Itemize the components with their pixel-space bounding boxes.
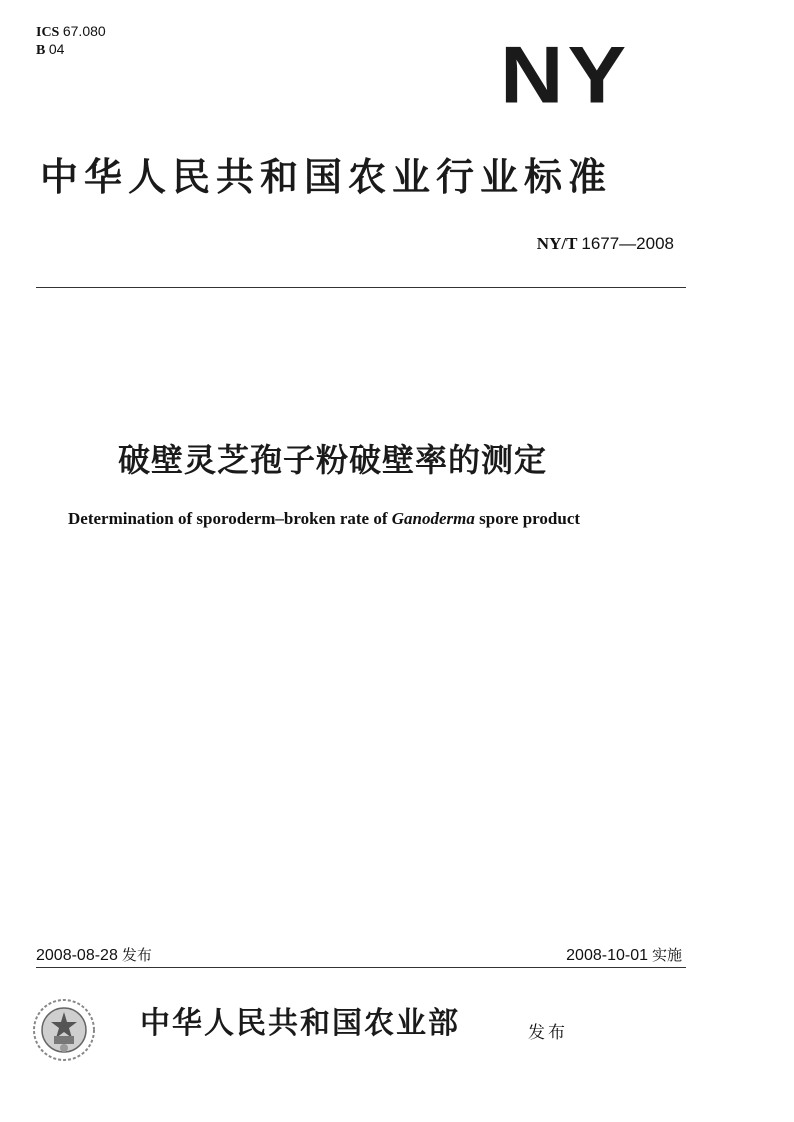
issue-date <box>36 944 152 965</box>
organization-title: 中华人民共和国农业行业标准 <box>40 155 613 199</box>
national-emblem-icon <box>30 996 98 1064</box>
ics-prefix: ICS <box>36 25 60 40</box>
english-title-italic: Ganoderma <box>391 509 475 528</box>
english-title-part1: Determination of sporoderm–broken rate of <box>68 509 388 528</box>
classification-codes <box>36 23 106 59</box>
bottom-divider <box>36 967 686 968</box>
ics-code <box>36 23 106 41</box>
issue-date-label: 发布 <box>121 946 152 964</box>
chinese-title: 破壁灵芝孢子粉破壁率的测定 <box>118 441 548 479</box>
standard-prefix: NY/T <box>536 234 578 253</box>
publish-label: 发布 <box>528 1023 568 1043</box>
ccs-prefix: B <box>36 43 46 58</box>
top-divider <box>36 287 686 288</box>
english-title-part2: spore product <box>479 509 581 528</box>
ccs-code <box>36 41 106 59</box>
implementation-date <box>566 944 682 965</box>
standard-code: 1677—2008 <box>581 234 674 253</box>
english-title <box>68 508 728 530</box>
ccs-number: 04 <box>48 41 65 57</box>
implementation-date-value: 2008-10-01 <box>566 947 648 964</box>
ics-number: 67.080 <box>62 23 106 39</box>
standard-number <box>537 234 674 254</box>
publisher-name: 中华人民共和国农业部 <box>140 1006 460 1041</box>
issue-date-value: 2008-08-28 <box>36 947 118 964</box>
implementation-date-label: 实施 <box>651 946 682 964</box>
ny-logo: NY <box>500 28 631 120</box>
